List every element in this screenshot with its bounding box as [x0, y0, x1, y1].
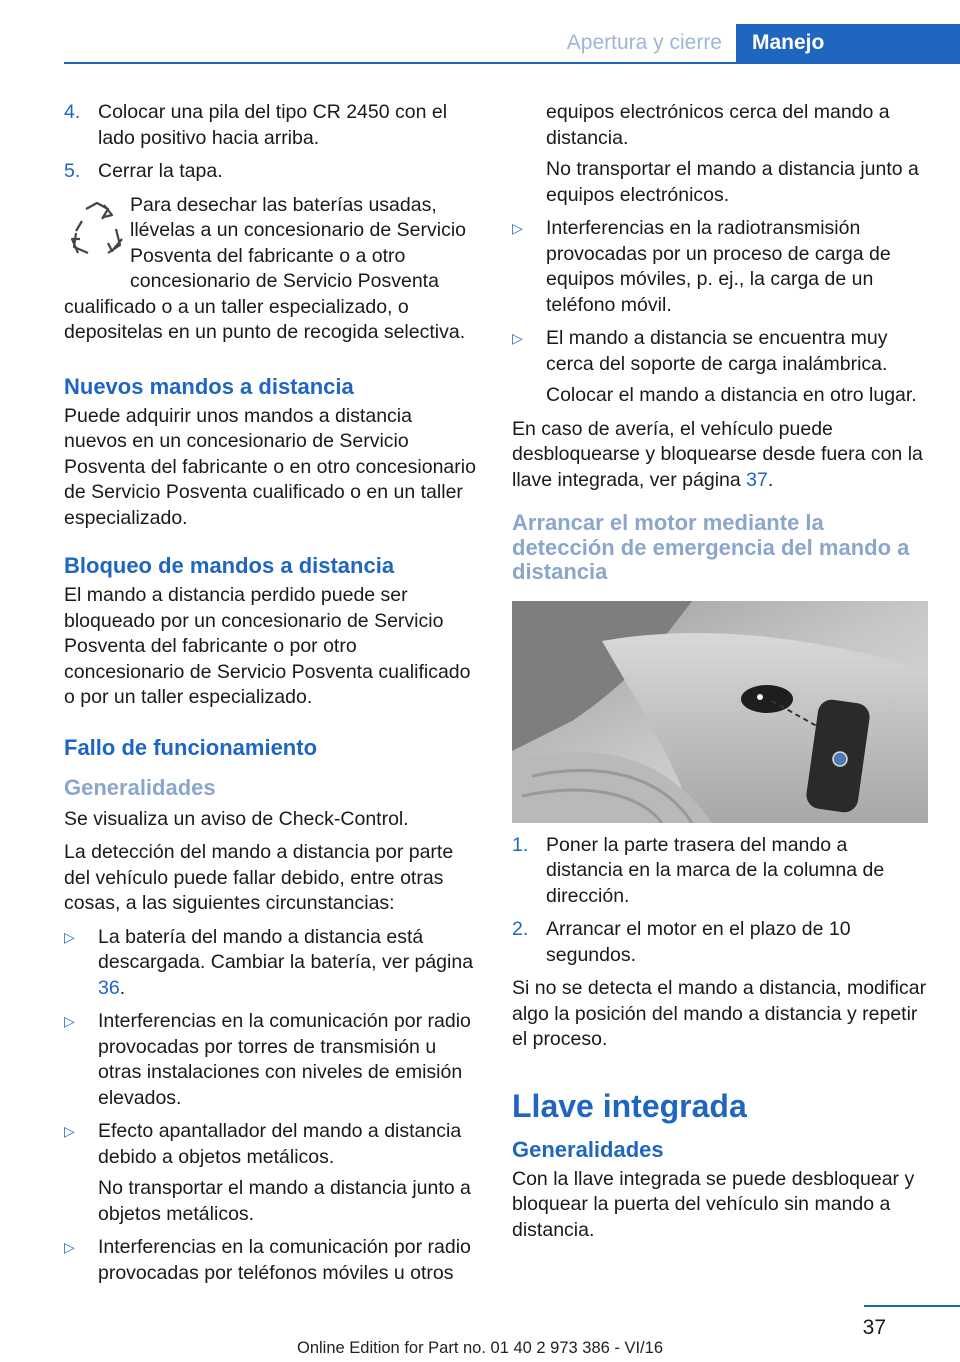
page-link[interactable]: 37 [746, 468, 768, 491]
bullet-text: La batería del mando a distancia está descargada. Cambiar la batería, ver página [98, 925, 474, 973]
footer-rule [864, 1305, 960, 1307]
list-item [64, 100, 480, 151]
step-text: Arrancar el motor en el plazo de 10 segundos. [546, 918, 851, 966]
bullet-subtext: No transportar el mando a distancia junto a equipos electrónicos. [546, 158, 919, 206]
heading-new-remotes: Nuevos mandos a distancia [64, 373, 354, 399]
heading-block-remotes: Bloqueo de mandos a distancia [64, 553, 395, 578]
list-item [64, 925, 480, 1002]
list-item-continued [512, 100, 928, 208]
bullet-text: Interferencias en la comunicación por radio provocadas por teléfonos móviles u otros [98, 1236, 471, 1284]
list-item [512, 833, 928, 910]
list-item [64, 1235, 480, 1286]
step-text: Cerrar la tapa. [98, 160, 223, 182]
list-item [64, 1119, 480, 1227]
triangle-bullet-icon: ▷ [64, 1239, 75, 1255]
step-number: 4. [64, 101, 81, 123]
paragraph: La detección del mando a distancia por parte del vehículo puede fallar debido, entre otras cosas, a las siguientes circunstancias: [64, 841, 454, 914]
paragraph-text: En caso de avería, el vehículo puede desbloquearse y bloquearse desde fuera con la llave integrada, ver página [512, 417, 923, 491]
list-item [64, 1009, 480, 1111]
page-link[interactable]: 36 [98, 976, 120, 999]
step-number: 1. [512, 833, 529, 856]
list-item [512, 216, 928, 318]
paragraph-end: . [767, 468, 774, 491]
bullet-subtext: No transportar el mando a distancia junto a objetos metálicos. [98, 1177, 471, 1225]
step-text: Colocar una pila del tipo CR 2450 con el lado positivo hacia arriba. [98, 101, 448, 149]
recycle-text: Para desechar las baterías usadas, llévelas a un concesionario de Servicio Posventa del fabricante o a otro concesionario de Servicio Posventa cualificado o a un taller especializado, o depositelas en un punto de recogida selectiva. [64, 193, 467, 343]
bullet-end: . [119, 976, 126, 999]
left-column [64, 100, 480, 1294]
list-item [512, 917, 928, 968]
bullet-subtext: Colocar el mando a distancia en otro lugar. [546, 384, 917, 406]
paragraph: Se visualiza un aviso de Check-Control. [64, 807, 409, 830]
paragraph: El mando a distancia perdido puede ser bloqueado por un concesionario de Servicio Posventa del fabricante o por otro concesionario de Servicio Posventa cualificado o por un taller especializado. [64, 584, 471, 708]
heading-general: Generalidades [512, 1136, 664, 1162]
paragraph: Con la llave integrada se puede desbloquear y bloquear la puerta del vehículo sin mando a distancia. [512, 1167, 915, 1241]
recycle-icon [64, 195, 130, 271]
heading-emergency-start: Arrancar el motor mediante la detección de emergencia del mando a distancia [512, 510, 910, 584]
heading-malfunction: Fallo de funcionamiento [64, 734, 318, 760]
bullet-text: equipos electrónicos cerca del mando a distancia. [546, 101, 890, 149]
steering-column-photo [512, 601, 928, 823]
list-item [512, 326, 928, 409]
page-number: 37 [862, 1316, 886, 1339]
step-text: Poner la parte trasera del mando a distancia en la marca de la columna de dirección. [546, 833, 885, 907]
right-column [512, 100, 928, 1251]
bullet-text: Efecto apantallador del mando a distancia debido a objetos metálicos. [98, 1120, 462, 1168]
step-number: 2. [512, 918, 529, 940]
paragraph [512, 417, 928, 494]
bullet-text: El mando a distancia se encuentra muy cerca del soporte de carga inalámbrica. [546, 327, 888, 375]
header-section-tab[interactable]: Apertura y cierre [566, 31, 722, 54]
paragraph: Si no se detecta el mando a distancia, modificar algo la posición del mando a distancia y repetir el proceso. [512, 977, 927, 1050]
list-item [64, 159, 480, 185]
header-rule [64, 62, 960, 64]
triangle-bullet-icon: ▷ [64, 928, 75, 945]
triangle-bullet-icon: ▷ [64, 1013, 75, 1029]
triangle-bullet-icon: ▷ [64, 1123, 75, 1139]
triangle-bullet-icon: ▷ [512, 330, 523, 346]
heading-general: Generalidades [64, 774, 216, 800]
bullet-text: Interferencias en la radiotransmisión provocadas por un proceso de carga de equipos móviles, p. ej., la carga de un teléfono móvil. [546, 217, 891, 316]
triangle-bullet-icon: ▷ [512, 220, 523, 236]
paragraph: Puede adquirir unos mandos a distancia nuevos en un concesionario de Servicio Posventa del fabricante o en otro concesionario de Servicio Posventa cualificado o en un taller especializado. [64, 404, 476, 529]
edition-footer: Online Edition for Part no. 01 40 2 973 386 - VI/16 [297, 1339, 663, 1357]
heading-integrated-key: Llave integrada [512, 1087, 747, 1124]
bullet-text: Interferencias en la comunicación por radio provocadas por torres de transmisión u otras instalaciones con niveles de emisión elevados. [98, 1010, 471, 1109]
step-number: 5. [64, 160, 81, 182]
header-chapter-tab[interactable]: Manejo [736, 24, 960, 62]
recycle-note [64, 193, 480, 346]
